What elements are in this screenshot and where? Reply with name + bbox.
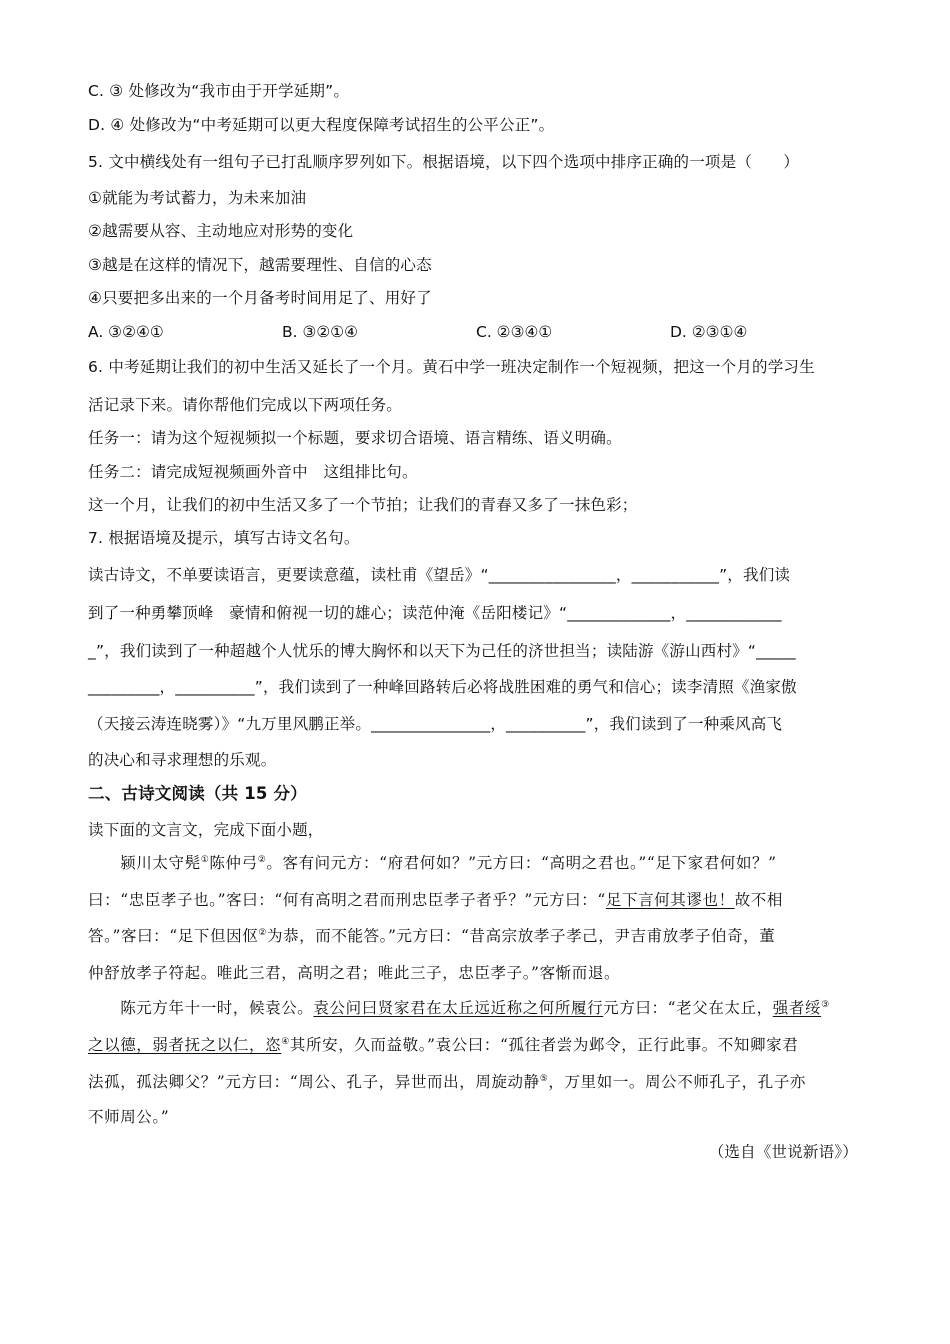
underlined-sentence: 强者绥 <box>772 999 822 1017</box>
q5-sentence-4: ④只要把多出来的一个月备考时间用足了、用好了 <box>88 289 432 307</box>
q7-paragraph-line-6: 的决心和寻求理想的乐观。 <box>88 751 277 769</box>
passage-a-line-2: 曰：“忠臣孝子也。”客曰：“何有高明之君而刑忠臣孝子者乎？”元方曰：“足下言何其谬也！故不相 <box>88 891 783 909</box>
q5-stem: 5. 文中横线处有一组句子已打乱顺序罗列如下。根据语境，以下四个选项中排序正确的一项是（ ） <box>88 153 800 171</box>
underlined-sentence: 袁公问曰贤家君在太丘远近称之何所履行 <box>313 999 604 1017</box>
q5-sentence-1: ①就能为考试蓄力，为未来加油 <box>88 189 307 207</box>
underlined-sentence: 之以德，弱者抚之以仁， <box>88 1036 266 1054</box>
q6-line-2: 活记录下来。请你帮他们完成以下两项任务。 <box>88 396 403 414</box>
passage-b-line-2: 之以德，弱者抚之以仁，恣④其所安，久而益敬。”袁公曰：“孤往者尝为邺令，正行此事。不知卿家君 <box>88 1036 799 1054</box>
q4-option-c: C. ③ 处修改为“我市由于开学延期”。 <box>88 82 350 100</box>
q7-stem: 7. 根据语境及提示，填写古诗文名句。 <box>88 529 360 547</box>
q5-option-b: B. ③②①④ <box>282 323 359 341</box>
passage-a-line-1: 颍川太守髡①陈仲弓②。客有问元方：“府君何如？”元方曰：“高明之君也。”“足下家君何如？” <box>120 854 777 872</box>
q6-task-2: 任务二：请完成短视频画外音中 这组排比句。 <box>88 463 418 481</box>
q4-option-d: D. ④ 处修改为“中考延期可以更大程度保障考试招生的公平公正”。 <box>88 116 555 134</box>
q5-sentence-2: ②越需要从容、主动地应对形势的变化 <box>88 222 354 240</box>
passage-b-line-4: 不师周公。” <box>88 1108 170 1126</box>
q5-option-a: A. ③②④① <box>88 323 164 341</box>
q5-option-d: D. ②③①④ <box>670 323 748 341</box>
q7-paragraph-line-5: （天接云涛连晓雾）》“九万里风鹏正举。_______________，__________”，我们读到了一种乘风高飞 <box>88 715 783 733</box>
q6-line-1: 6. 中考延期让我们的初中生活又延长了一个月。黄石中学一班决定制作一个短视频，把这一个月的学习生 <box>88 358 815 376</box>
q5-sentence-3: ③越是在这样的情况下，越需要理性、自信的心态 <box>88 256 432 274</box>
passage-source: （选自《世说新语》） <box>708 1143 858 1161</box>
passage-a-line-3: 答。”客曰：“足下但因伛②为恭，而不能答。”元方曰：“昔高宗放孝子孝己，尹吉甫放孝子伯奇，董 <box>88 927 776 945</box>
q7-paragraph-line-4: _________，__________”，我们读到了一种峰回路转后必将战胜困难的勇气和信心；读李清照《渔家傲 <box>88 678 797 696</box>
underlined-word: 恣 <box>265 1036 282 1054</box>
q6-parallel-sentence: 这一个月，让我们的初中生活又多了一个节拍；让我们的青春又多了一抹色彩； <box>88 496 638 514</box>
q6-task-1: 任务一：请为这个短视频拟一个标题，要求切合语境、语言精练、语义明确。 <box>88 429 622 447</box>
section-heading: 二、古诗文阅读（共 15 分） <box>88 784 307 803</box>
q7-paragraph-line-3: _”，我们读到了一种超越个人忧乐的博大胸怀和以天下为己任的济世担当；读陆游《游山西村》“_____ <box>88 642 796 660</box>
q7-paragraph-line-1: 读古诗文，不单要读语言，更要读意蕴，读杜甫《望岳》“________________，___________”，我们读 <box>88 566 791 584</box>
passage-b-line-1: 陈元方年十一时，候袁公。袁公问曰贤家君在太丘远近称之何所履行元方曰：“老父在太丘，强者绥③ <box>88 999 830 1017</box>
passage-b-line-3: 法孤，孤法卿父？”元方曰：“周公、孔子，异世而出，周旋动静⑤，万里如一。周公不师孔子，孔子亦 <box>88 1073 807 1091</box>
passage-a-line-4: 仲舒放孝子符起。唯此三君，高明之君；唯此三子，忠臣孝子。”客惭而退。 <box>88 964 621 982</box>
q5-option-c: C. ②③④① <box>476 323 553 341</box>
section-intro: 读下面的文言文，完成下面小题， <box>88 821 324 839</box>
underlined-sentence: 足下言何其谬也！ <box>605 891 735 909</box>
q7-paragraph-line-2: 到了一种勇攀顶峰 豪情和俯视一切的雄心；读范仲淹《岳阳楼记》“_____________，____________ <box>88 604 782 622</box>
